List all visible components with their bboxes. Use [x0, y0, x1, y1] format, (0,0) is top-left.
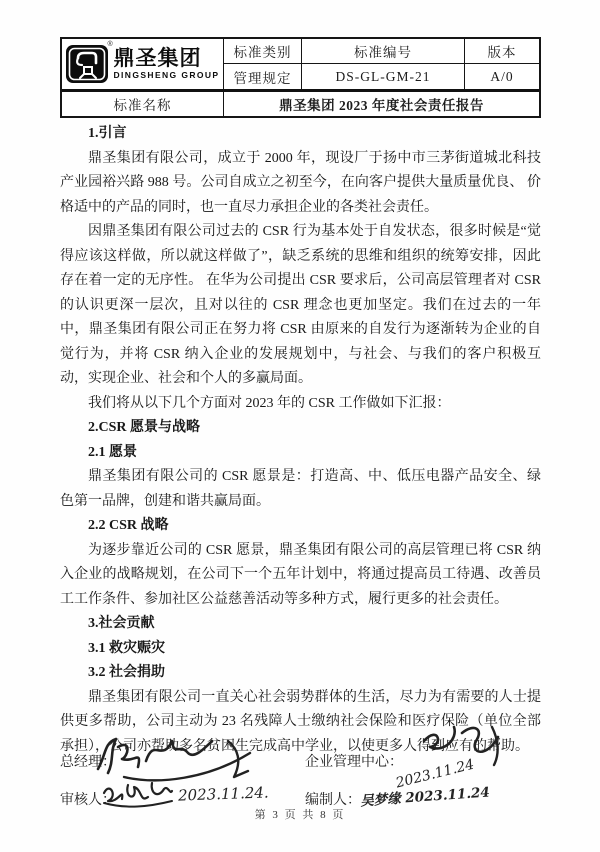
- preparer-label: 编制人：: [305, 793, 361, 808]
- label-standard-name: 标准名称: [62, 92, 224, 116]
- registered-trademark: ®: [107, 41, 114, 48]
- document-body: [60, 122, 541, 759]
- page-number: 第 3 页 共 8 页: [254, 809, 346, 821]
- value-version: A/0: [490, 68, 514, 84]
- value-standard-category: 管理规定: [224, 64, 302, 89]
- body-paragraph: 因鼎圣集团有限公司过去的 CSR 行为基本处于自发状态，很多时候是“觉得应该这样做，所以就这样做了”，缺乏系统的思维和组织的统筹安排，因此存在着一定的无序性。 在华为公司提出 CSR 要求后，公司高层管理者对 CSR 的认识更深一层次，且对以往的 CSR 理念也更加坚定。我们在过去的一年中，鼎圣集团有限公司正在努力将 CSR 由原来的自发行为逐渐转为企业的自觉行为，并将 CSR 纳入企业的发展规划中，与社会、与我们的客户积极互动，实现企业、社会和个人的多赢局面。: [60, 224, 541, 386]
- section-heading: 1.引言: [88, 126, 127, 141]
- company-logo: [62, 39, 224, 89]
- gm-label: 总经理：: [60, 755, 116, 770]
- body-paragraph: 为逐步靠近公司的 CSR 愿景，鼎圣集团有限公司的高层管理已将 CSR 纳入企业的战略规划，在公司下一个五年计划中，将通过提高员工待遇、改善员工工作条件、参加社区公益慈善活动等多种方式，履行更多的社会责任。: [60, 542, 541, 607]
- body-paragraph: 鼎圣集团有限公司一直关心社会弱势群体的生活，尽力为有需要的人士提供更多帮助，公司主动为 23 名残障人士缴纳社会保险和医疗保险（单位全部承担），公司亦帮助多名贫困生完成高中学业，以使更多人得到应有的帮助。: [60, 689, 541, 754]
- label-standard-category: 标准类别: [224, 39, 302, 64]
- label-version: 版本: [465, 39, 539, 64]
- section-heading: 3.2 社会捐助: [88, 665, 165, 680]
- reviewer-label: 审核人：: [60, 793, 116, 808]
- dingsheng-logo-icon: [65, 44, 109, 84]
- section-heading: 2.CSR 愿景与战略: [88, 420, 201, 435]
- body-paragraph: 鼎圣集团有限公司，成立于 2000 年，现设厂于扬中市三茅街道城北科技产业园裕兴路 988 号。公司自成立之初至今，在向客户提供大量质量优良、 价格适中的产品的同时，也一直尽力承担企业的各类社会责任。: [60, 150, 541, 215]
- reviewer-date: 2023.11.24.: [177, 783, 269, 805]
- preparer-signature-text: 吴梦缘 2023.11.24: [359, 784, 491, 810]
- body-paragraph: 我们将从以下几个方面对 2023 年的 CSR 工作做如下汇报：: [88, 395, 451, 411]
- body-paragraph: 鼎圣集团有限公司的 CSR 愿景是：打造高、中、低压电器产品安全、绿色第一品牌，创建和谐共赢局面。: [60, 469, 541, 509]
- mgmt-center-date: 2023.11.24: [394, 756, 476, 792]
- reviewer-signature-image: [98, 775, 176, 809]
- document-title: 鼎圣集团 2023 年度社会责任报告: [279, 98, 484, 113]
- label-standard-number: 标准编号: [302, 39, 465, 64]
- section-heading: 3.社会贡献: [88, 616, 155, 631]
- section-heading: 2.1 愿景: [88, 444, 137, 460]
- brand-name-cn: 鼎圣集团: [113, 47, 202, 71]
- section-heading: 3.1 救灾赈灾: [88, 640, 165, 656]
- section-heading: 2.2 CSR 战略: [88, 518, 169, 533]
- signature-block: [60, 733, 541, 815]
- mgmt-center-label: 企业管理中心：: [305, 755, 403, 770]
- value-standard-number: DS-GL-GM-21: [302, 64, 465, 89]
- header-table: [60, 37, 541, 118]
- brand-name-en: DINGSHENG GROUP: [113, 70, 220, 81]
